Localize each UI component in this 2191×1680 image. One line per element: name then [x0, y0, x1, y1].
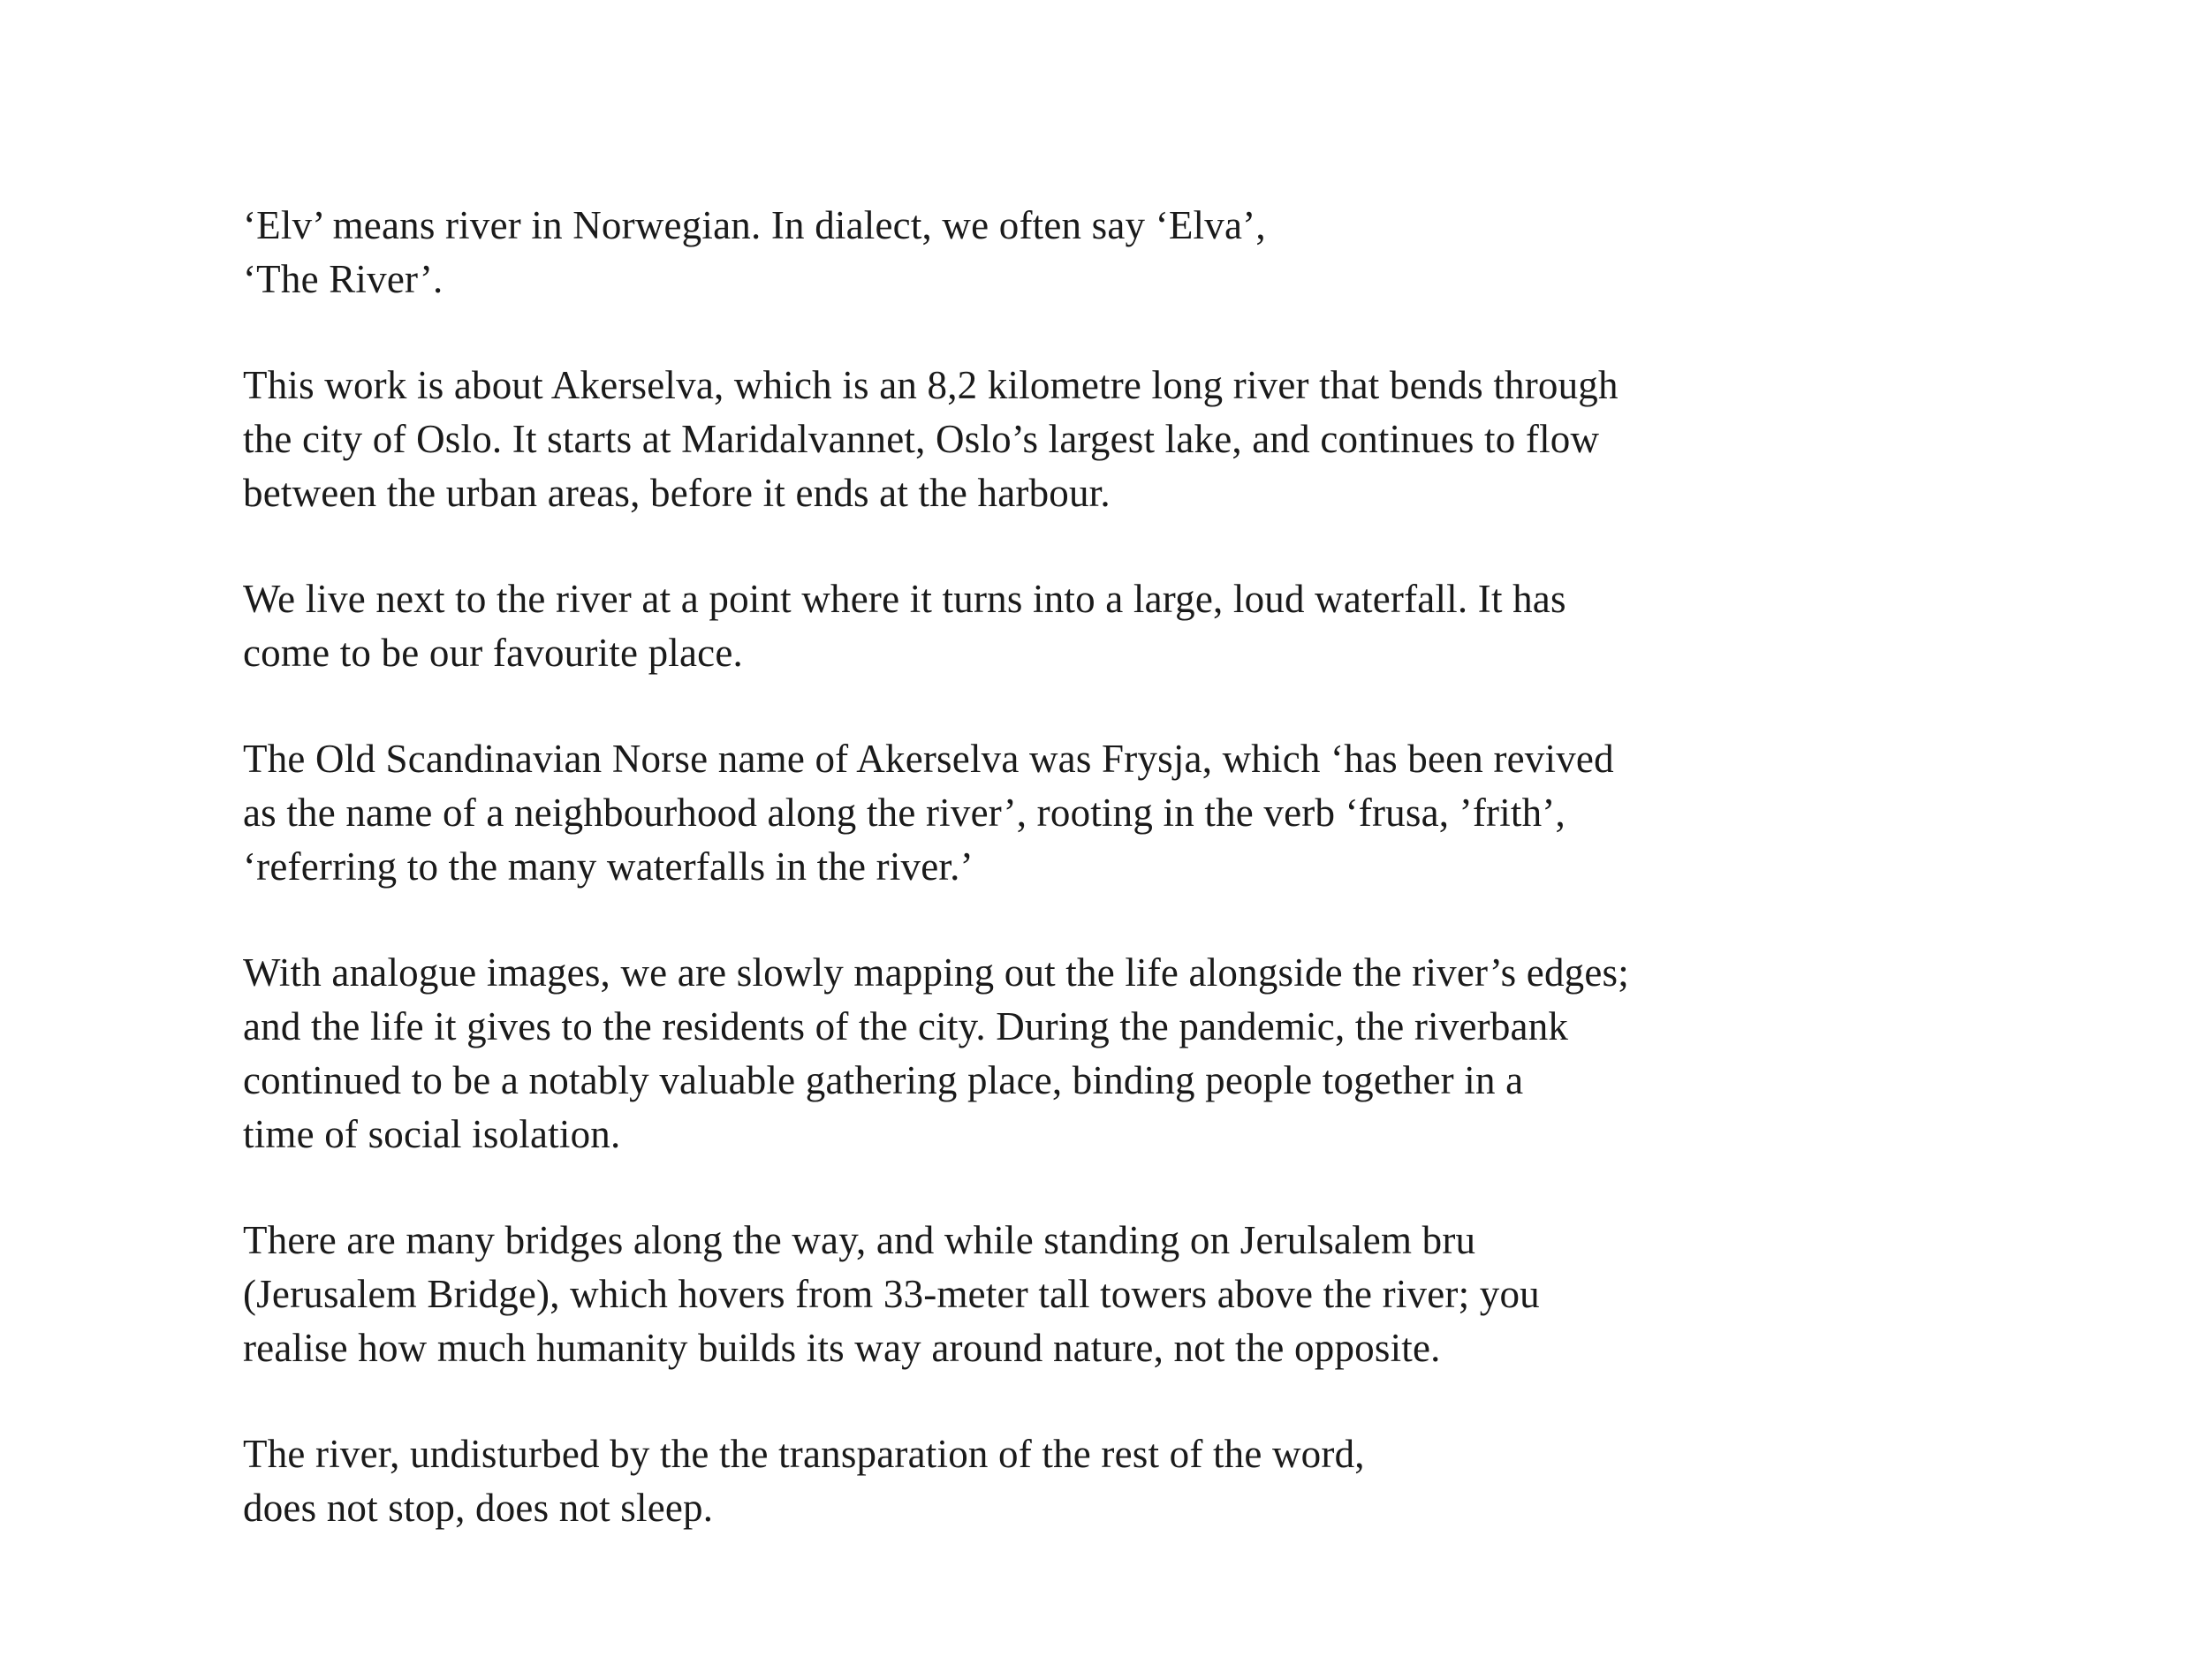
text-line: the city of Oslo. It starts at Maridalvannet, Oslo’s largest lake, and continues to flow	[243, 417, 1600, 461]
text-line: and the life it gives to the residents of the city. During the pandemic, the riverbank	[243, 1004, 1569, 1048]
paragraph-closing	[243, 1427, 1816, 1535]
text-line: We live next to the river at a point where it turns into a large, loud waterfall. It has	[243, 577, 1566, 621]
paragraph-intro	[243, 199, 1816, 306]
paragraph-akerselva	[243, 359, 1816, 520]
text-line: continued to be a notably valuable gathering place, binding people together in a	[243, 1058, 1524, 1102]
text-line: There are many bridges along the way, and while standing on Jerulsalem bru	[243, 1218, 1476, 1262]
text-line: time of social isolation.	[243, 1112, 621, 1156]
text-line: does not stop, does not sleep.	[243, 1486, 714, 1530]
text-line: The Old Scandinavian Norse name of Akerselva was Frysja, which ‘has been revived	[243, 737, 1614, 781]
text-line: ‘The River’.	[243, 257, 444, 301]
text-line: ‘Elv’ means river in Norwegian. In dialect, we often say ‘Elva’,	[243, 203, 1266, 247]
paragraph-waterfall	[243, 572, 1816, 680]
text-line: (Jerusalem Bridge), which hovers from 33-meter tall towers above the river; you	[243, 1272, 1540, 1316]
text-line: between the urban areas, before it ends at the harbour.	[243, 471, 1111, 515]
text-line: The river, undisturbed by the the transparation of the rest of the word,	[243, 1432, 1365, 1476]
paragraph-bridges	[243, 1214, 1816, 1375]
text-line: ‘referring to the many waterfalls in the river.’	[243, 844, 974, 889]
paragraph-frysja	[243, 732, 1816, 894]
text-line: realise how much humanity builds its way around nature, not the opposite.	[243, 1326, 1441, 1370]
paragraph-analogue	[243, 946, 1816, 1162]
text-line: With analogue images, we are slowly mapping out the life alongside the river’s edges;	[243, 950, 1629, 995]
text-line: This work is about Akerselva, which is an 8,2 kilometre long river that bends through	[243, 363, 1619, 407]
text-line: come to be our favourite place.	[243, 631, 743, 675]
body-text	[243, 199, 1816, 1587]
text-line: as the name of a neighbourhood along the river’, rooting in the verb ‘frusa, ’frith’,	[243, 791, 1566, 835]
